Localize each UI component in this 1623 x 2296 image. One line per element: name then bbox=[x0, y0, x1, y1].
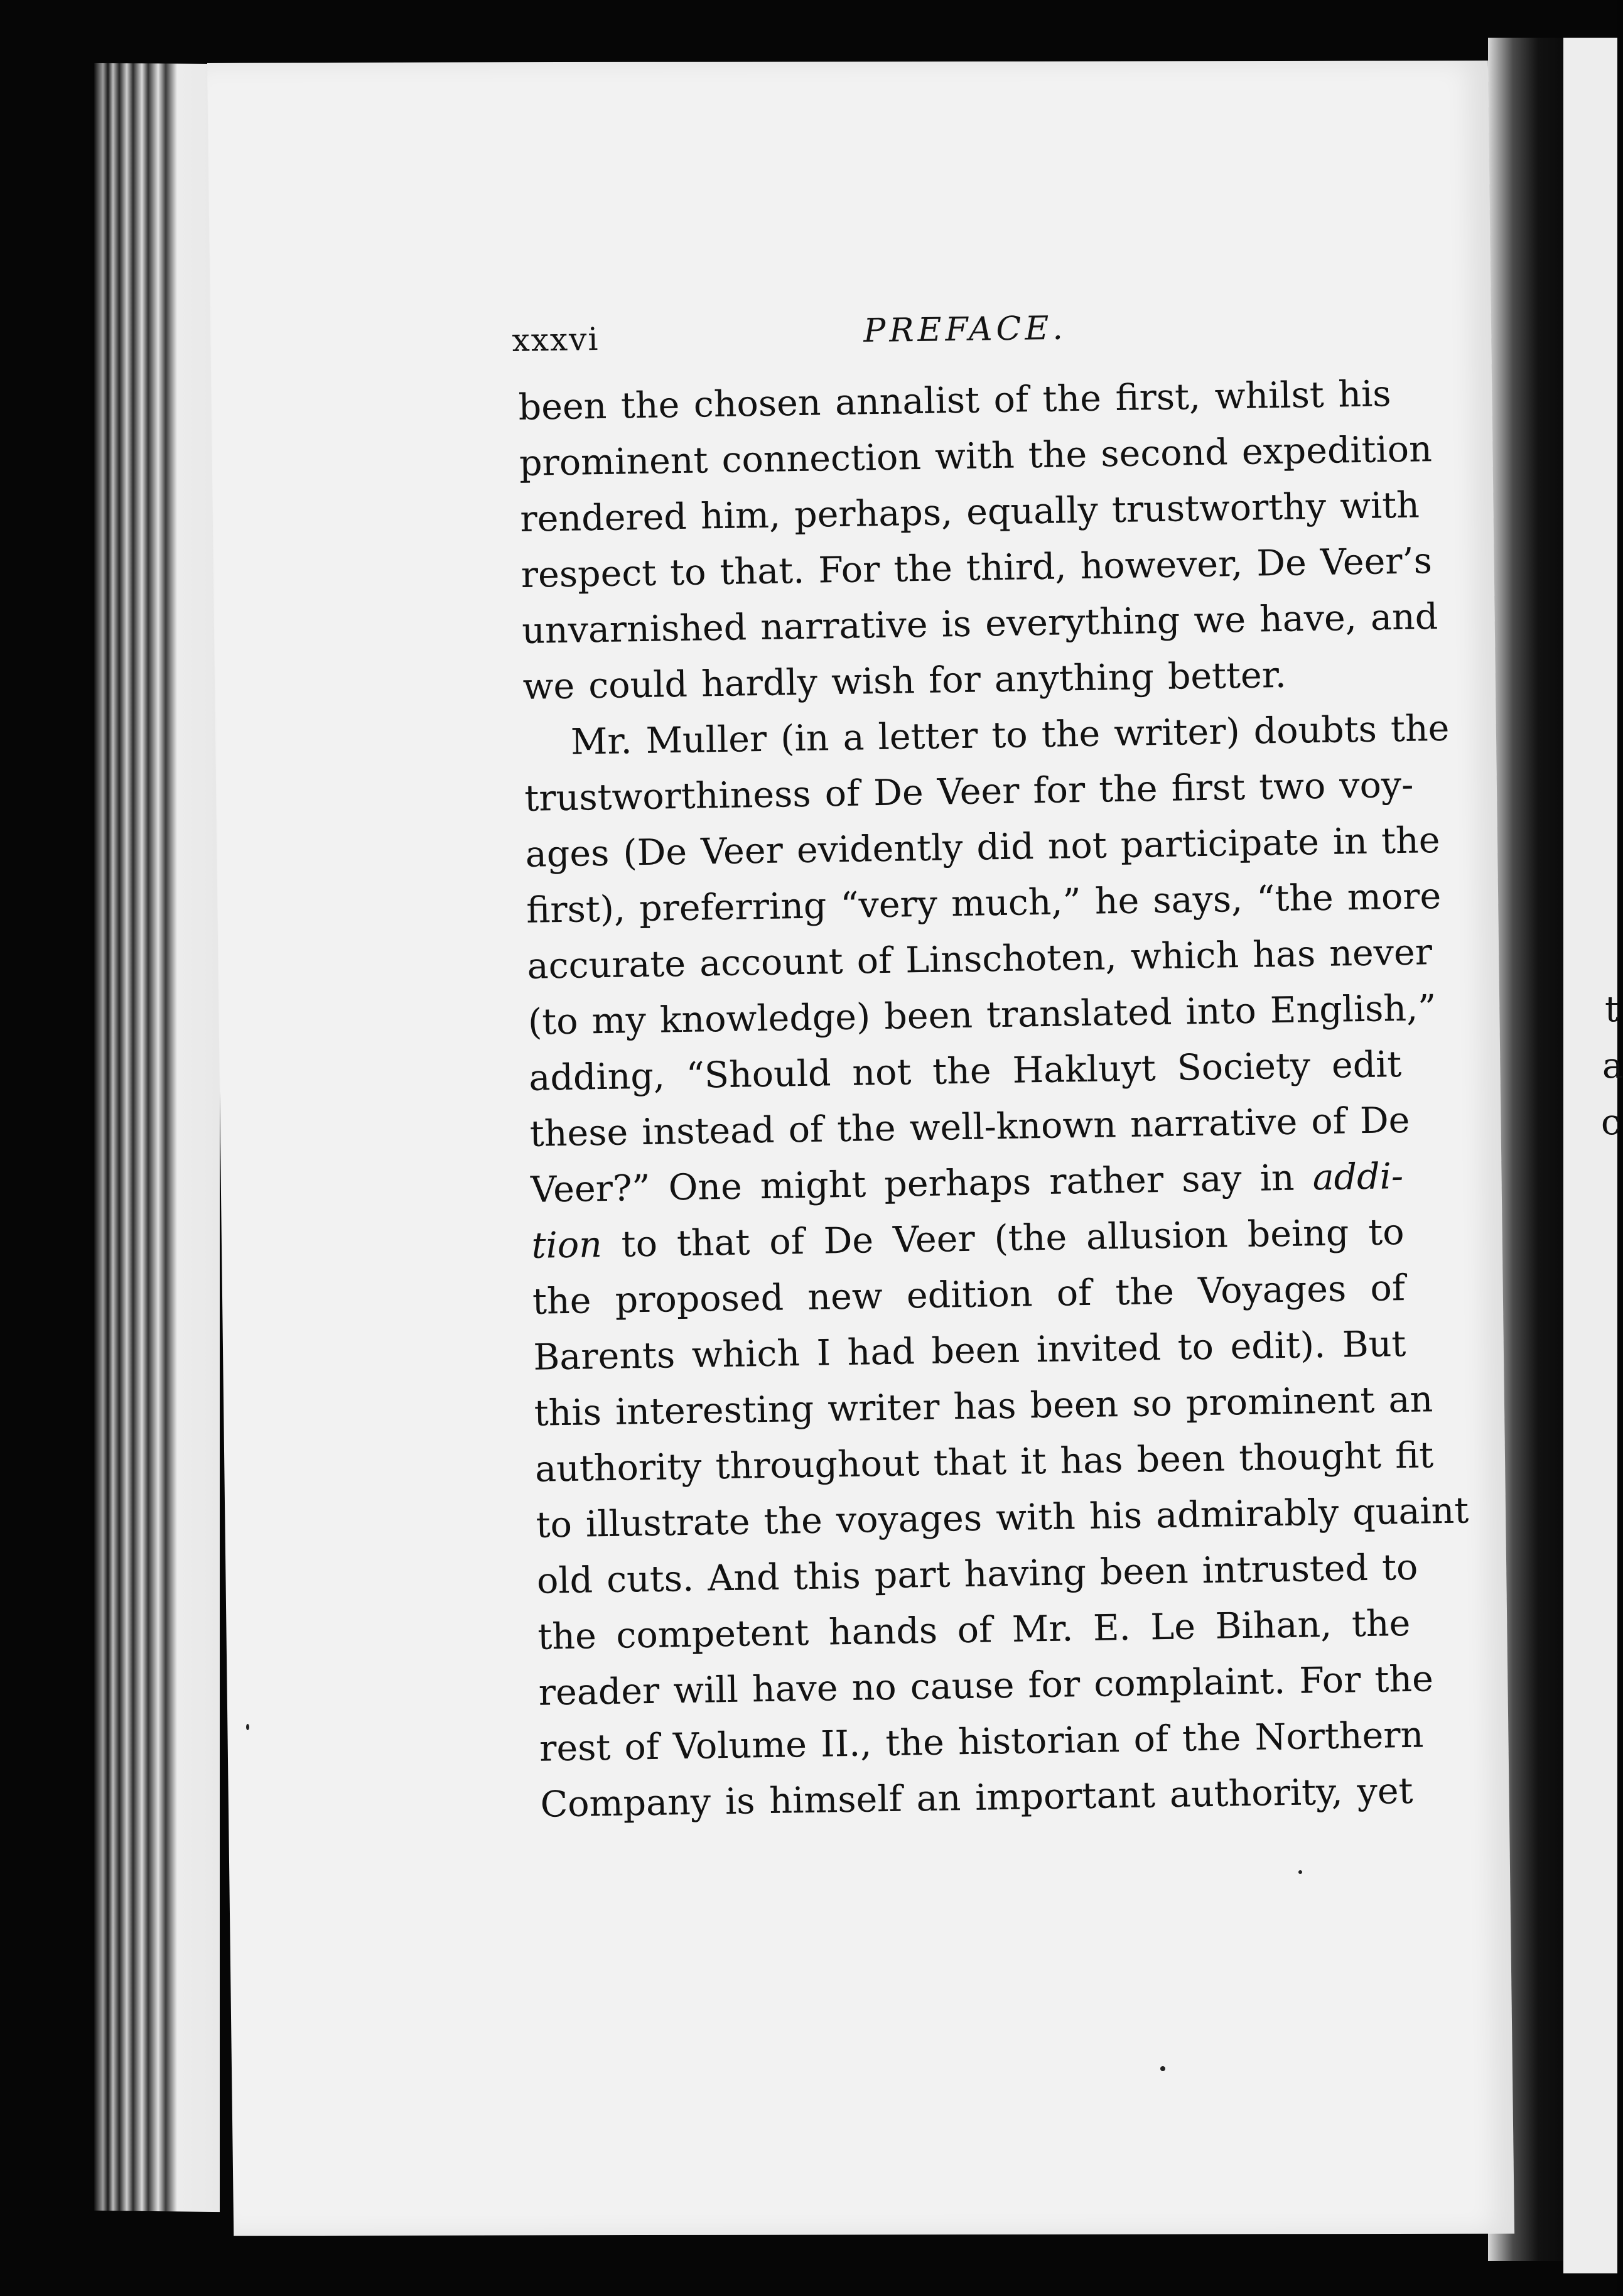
text-line: respect to that. For the third, however, De Veer’s bbox=[520, 540, 1433, 596]
next-page-fragment: a bbox=[1602, 1046, 1623, 1086]
text-line: to illustrate the voyages with his admirably quaint bbox=[536, 1490, 1469, 1546]
paragraph-start-line: Mr. Muller (in a letter to the writer) doubts the bbox=[570, 707, 1450, 763]
text-line: the competent hands of Mr. E. Le Bihan, the bbox=[537, 1602, 1411, 1658]
text-line: (to my knowledge) been translated into English,” bbox=[527, 987, 1437, 1043]
text-line: this interesting writer has been so prominent an bbox=[534, 1378, 1433, 1434]
text-line: prominent connection with the second expedition bbox=[519, 428, 1433, 484]
text-line: rest of Volume II., the historian of the Northern bbox=[539, 1714, 1424, 1770]
text-line: accurate account of Linschoten, which has never bbox=[527, 931, 1433, 987]
italic-segment: addi- bbox=[1312, 1156, 1404, 1199]
scan-speck bbox=[1298, 1870, 1302, 1874]
text-line: reader will have no cause for complaint. For the bbox=[538, 1658, 1434, 1714]
text-line: authority throughout that it has been thought fit bbox=[534, 1434, 1434, 1490]
text-line: these instead of the well-known narrative of De bbox=[529, 1099, 1410, 1155]
next-page-fragment: c bbox=[1601, 1102, 1621, 1143]
text-line: Barents which I had been invited to edit). But bbox=[532, 1323, 1406, 1378]
running-head bbox=[512, 305, 1404, 367]
text-segment: Veer?” One might perhaps rather say in bbox=[530, 1157, 1313, 1211]
page-title: PREFACE. bbox=[863, 309, 1067, 350]
text-line: we could hardly wish for anything better. bbox=[522, 654, 1287, 708]
scan-speck bbox=[1160, 2066, 1165, 2071]
text-segment: to that of De Veer (the allusion being to bbox=[601, 1211, 1405, 1266]
page-number: xxxvi bbox=[512, 321, 600, 359]
text-line: Company is himself an important authority, yet bbox=[540, 1770, 1413, 1826]
scan-speck bbox=[246, 1724, 249, 1730]
text-line: unvarnished narrative is everything we have, and bbox=[521, 596, 1438, 652]
text-line: the proposed new edition of the Voyages of bbox=[532, 1267, 1406, 1323]
next-page-fragment: t bbox=[1605, 989, 1619, 1030]
body-text bbox=[518, 366, 1469, 1833]
text-line: rendered him, perhaps, equally trustworthy with bbox=[519, 484, 1420, 540]
text-line: been the chosen annalist of the first, whilst his bbox=[518, 373, 1392, 428]
text-line: first), preferring “very much,” he says, “the more bbox=[526, 875, 1442, 931]
text-line: adding, “Should not the Hakluyt Society edit bbox=[528, 1044, 1402, 1099]
text-line: ages (De Veer evidently did not participate in the bbox=[525, 820, 1440, 875]
italic-segment: tion bbox=[531, 1224, 603, 1267]
text-line: old cuts. And this part having been intrusted to bbox=[536, 1546, 1418, 1602]
text-line: trustworthiness of De Veer for the first two voy- bbox=[524, 764, 1414, 820]
